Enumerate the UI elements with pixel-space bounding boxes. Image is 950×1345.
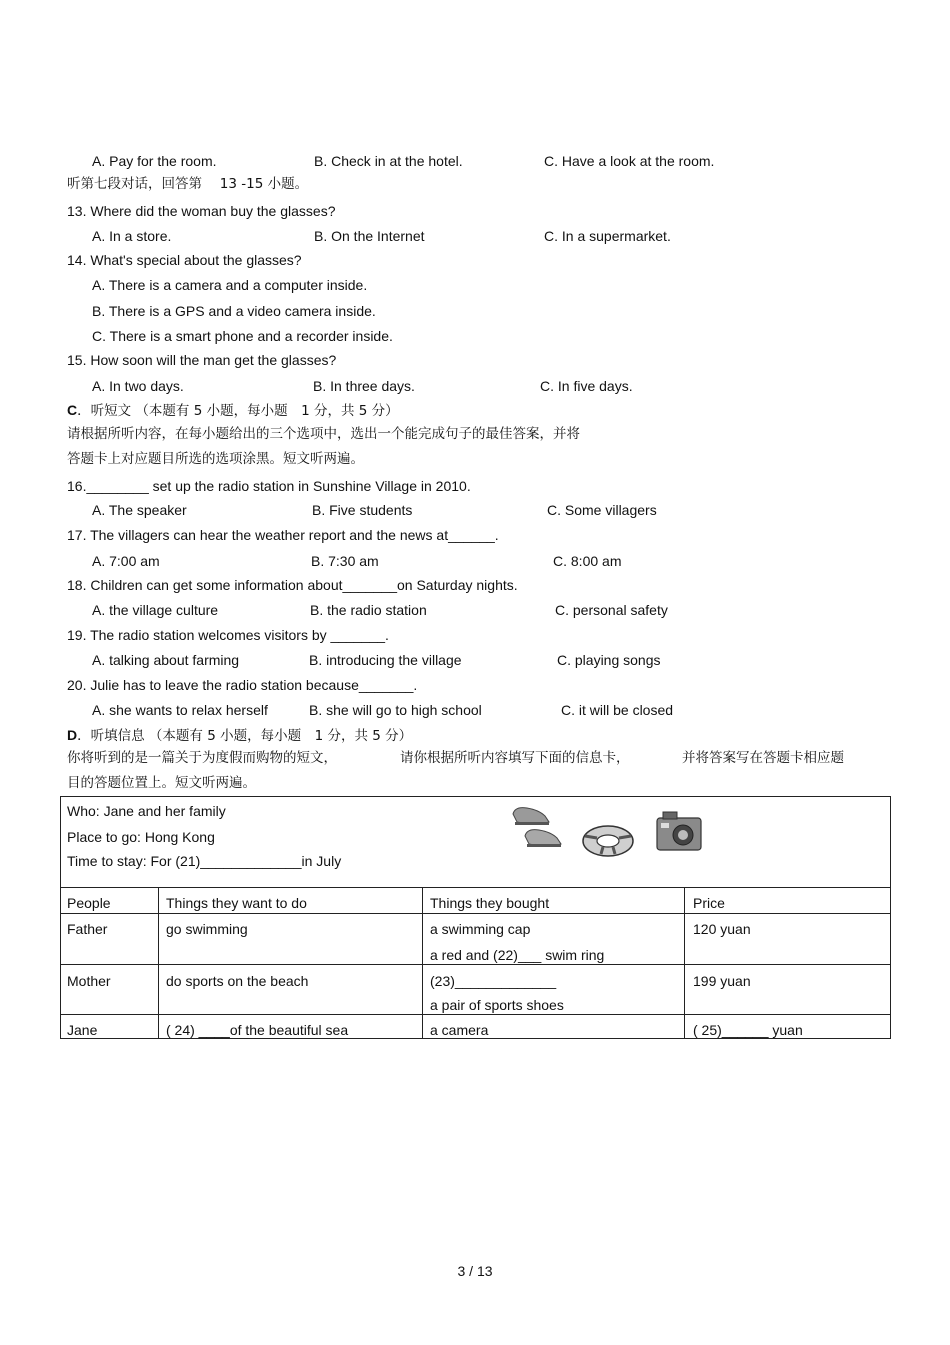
q20-option-b: B. she will go to high school [309, 702, 482, 718]
q16-stem: 16.________ set up the radio station in Sunshine Village in 2010. [67, 478, 471, 494]
q17-stem: 17. The villagers can hear the weather report and the news at______. [67, 527, 499, 543]
q19-option-b: B. introducing the village [309, 652, 462, 668]
card-who: Who: Jane and her family [67, 803, 226, 819]
table-divider [61, 1014, 890, 1015]
q13-option-b: B. On the Internet [314, 228, 425, 244]
q20-option-a: A. she wants to relax herself [92, 702, 268, 718]
section-c-instruction-2: 答题卡上对应题目所选的选项涂黑。短文听两遍。 [67, 451, 364, 467]
row-mother-people: Mother [67, 973, 111, 989]
section-d-instruction-1b: 请你根据所听内容填写下面的信息卡， [400, 750, 630, 766]
row-father-people: Father [67, 921, 108, 937]
table-divider [61, 887, 890, 888]
sports-shoes-icon [513, 808, 561, 847]
q14-option-a: A. There is a camera and a computer inside. [92, 277, 368, 293]
q14-stem: 14. What's special about the glasses? [67, 252, 302, 268]
section-d-title: ．听填信息 （本题有 5 小题，每小题 1 分，共 5 分） [77, 728, 413, 744]
q17-option-b: B. 7:30 am [311, 553, 379, 569]
row-mother-price: 199 yuan [693, 973, 751, 989]
q15-option-c: C. In five days. [540, 378, 633, 394]
q18-option-a: A. the village culture [92, 602, 219, 618]
q15-option-a: A. In two days. [92, 378, 184, 394]
q15-stem: 15. How soon will the man get the glasses? [67, 352, 337, 368]
info-card-table [60, 796, 891, 1039]
q19-stem: 19. The radio station welcomes visitors by _______. [67, 627, 389, 643]
row-jane-want: ( 24) ____of the beautiful sea [166, 1022, 349, 1038]
section-d-instruction-2: 目的答题位置上。短文听两遍。 [67, 775, 256, 791]
card-time: Time to stay: For (21)_____________in July [67, 853, 342, 869]
q14-option-b: B. There is a GPS and a video camera inside. [92, 303, 376, 319]
table-divider [158, 888, 159, 1038]
row-jane-price: ( 25)______ yuan [693, 1022, 803, 1038]
q14-option-c: C. There is a smart phone and a recorder inside. [92, 328, 393, 344]
section-d-letter: D [67, 727, 78, 743]
section-d-instruction-1c: 并将答案写在答题卡相应题 [682, 750, 844, 766]
q18-stem: 18. Children can get some information about_______on Saturday nights. [67, 577, 518, 593]
row-father-price: 120 yuan [693, 921, 751, 937]
q13-option-c: C. In a supermarket. [544, 228, 671, 244]
section-c-instruction-1: 请根据所听内容，在每小题给出的三个选项中，选出一个能完成句子的最佳答案，并将 [67, 426, 580, 442]
card-place: Place to go: Hong Kong [67, 829, 215, 845]
table-divider [61, 964, 890, 965]
q20-option-c: C. it will be closed [561, 702, 674, 718]
page-number: 3 / 13 [457, 1263, 493, 1279]
q12-option-b: B. Check in at the hotel. [314, 153, 463, 169]
q12-option-a: A. Pay for the room. [92, 153, 217, 169]
q18-option-c: C. personal safety [555, 602, 668, 618]
shopping-illustration [505, 800, 727, 866]
table-header-people: People [67, 895, 111, 911]
table-header-bought: Things they bought [430, 895, 550, 911]
section-c-heading [67, 401, 399, 420]
table-divider [422, 888, 423, 1038]
row-mother-bought-2: a pair of sports shoes [430, 997, 564, 1013]
row-mother-bought-1: (23)_____________ [430, 973, 557, 989]
section-c-letter: C [67, 402, 78, 418]
row-father-bought-1: a swimming cap [430, 921, 531, 937]
section-c-title: ．听短文 （本题有 5 小题，每小题 1 分，共 5 分） [77, 403, 399, 419]
row-father-want: go swimming [166, 921, 248, 937]
camera-icon [657, 812, 701, 850]
section-d-instruction-1a: 你将听到的是一篇关于为度假而购物的短文， [67, 750, 337, 766]
row-jane-bought-1: a camera [430, 1022, 489, 1038]
q19-option-a: A. talking about farming [92, 652, 240, 668]
q20-stem: 20. Julie has to leave the radio station because_______. [67, 677, 418, 693]
swim-ring-icon [583, 826, 633, 856]
q17-option-a: A. 7:00 am [92, 553, 160, 569]
q17-option-c: C. 8:00 am [553, 553, 622, 569]
q16-option-c: C. Some villagers [547, 502, 657, 518]
table-divider [684, 888, 685, 1038]
q13-option-a: A. In a store. [92, 228, 172, 244]
row-mother-want: do sports on the beach [166, 973, 309, 989]
q16-option-b: B. Five students [312, 502, 413, 518]
q12-option-c: C. Have a look at the room. [544, 153, 715, 169]
q18-option-b: B. the radio station [310, 602, 427, 618]
q15-option-b: B. In three days. [313, 378, 415, 394]
row-father-bought-2: a red and (22)___ swim ring [430, 947, 605, 963]
row-jane-people: Jane [67, 1022, 98, 1038]
table-header-want: Things they want to do [166, 895, 307, 911]
section7-intro: 听第七段对话，回答第 13 -15 小题。 [67, 176, 309, 192]
table-header-price: Price [693, 895, 725, 911]
q16-option-a: A. The speaker [92, 502, 187, 518]
q13-stem: 13. Where did the woman buy the glasses? [67, 203, 336, 219]
q19-option-c: C. playing songs [557, 652, 661, 668]
table-divider [61, 913, 890, 914]
section-d-heading [67, 726, 412, 745]
